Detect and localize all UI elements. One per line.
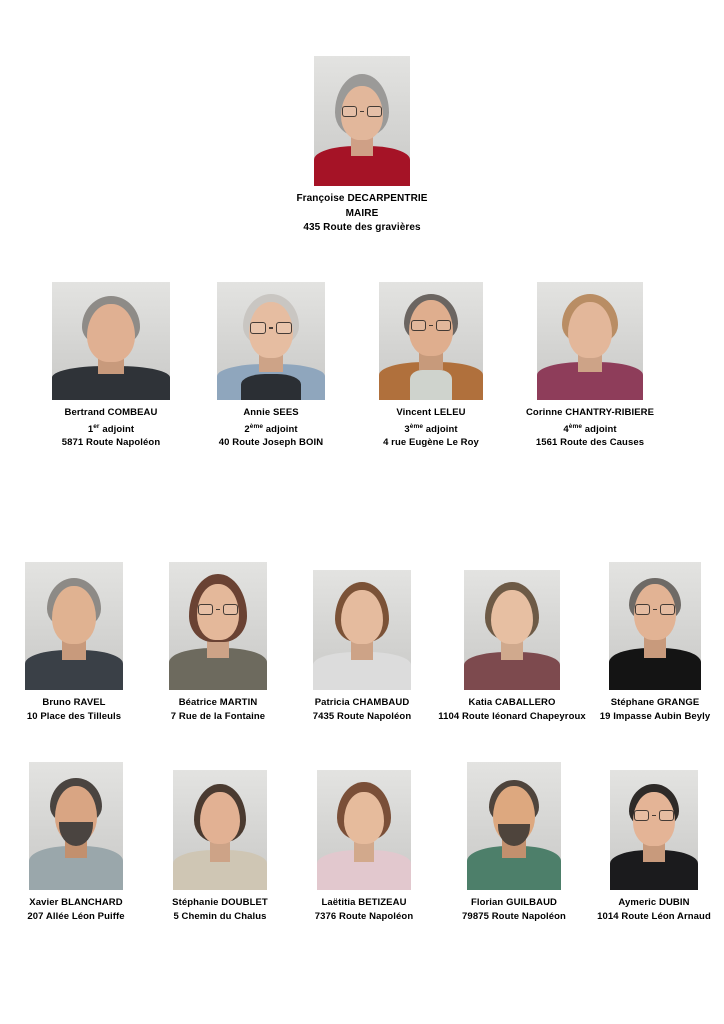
person-card-conseiller-5 bbox=[585, 562, 724, 723]
person-role: 3ème adjoint bbox=[404, 422, 458, 435]
person-photo bbox=[25, 562, 123, 690]
person-name: Annie SEES bbox=[243, 407, 299, 418]
person-name: Laëtitia BETIZEAU bbox=[321, 897, 407, 908]
person-caption bbox=[424, 696, 600, 723]
person-role: 2ème adjoint bbox=[244, 422, 298, 435]
person-photo bbox=[52, 282, 170, 400]
person-caption bbox=[138, 696, 298, 723]
person-photo bbox=[537, 282, 643, 400]
person-address: 7 Rue de la Fontaine bbox=[170, 710, 266, 722]
face-shape bbox=[341, 590, 383, 644]
glasses-icon bbox=[635, 604, 675, 615]
person-name: Aymeric DUBIN bbox=[618, 897, 690, 908]
person-caption bbox=[0, 896, 156, 923]
person-role: 1er adjoint bbox=[87, 422, 135, 435]
person-card-conseiller-1 bbox=[0, 562, 154, 723]
person-caption bbox=[282, 696, 442, 723]
person-caption bbox=[140, 896, 300, 923]
glasses-icon bbox=[634, 810, 674, 821]
person-name: Florian GUILBAUD bbox=[470, 897, 558, 908]
glasses-icon bbox=[250, 322, 292, 334]
glasses-icon bbox=[198, 604, 238, 615]
face-shape bbox=[491, 590, 533, 644]
face-shape bbox=[568, 302, 612, 358]
person-address: 7376 Route Napoléon bbox=[314, 910, 414, 922]
shirt-shape bbox=[410, 370, 452, 400]
face-shape bbox=[52, 586, 96, 644]
neck-shape bbox=[354, 842, 374, 862]
person-caption bbox=[490, 406, 690, 450]
person-role: 4ème adjoint bbox=[563, 422, 617, 435]
person-card-conseiller-7 bbox=[140, 770, 300, 923]
person-caption bbox=[584, 896, 724, 923]
person-address: 19 Impasse Aubin Beyly bbox=[599, 710, 711, 722]
person-photo bbox=[379, 282, 483, 400]
neck-shape bbox=[210, 842, 230, 862]
person-photo bbox=[173, 770, 267, 890]
face-shape bbox=[344, 792, 384, 844]
person-card-conseiller-6 bbox=[0, 762, 156, 923]
glasses-icon bbox=[342, 106, 382, 117]
person-name: Bruno RAVEL bbox=[42, 697, 106, 708]
person-photo bbox=[169, 562, 267, 690]
face-shape bbox=[87, 304, 135, 362]
person-name: Xavier BLANCHARD bbox=[29, 897, 123, 908]
scarf-shape bbox=[241, 374, 301, 400]
person-name: Béatrice MARTIN bbox=[178, 697, 258, 708]
person-name: Stéphane GRANGE bbox=[610, 697, 700, 708]
person-address: 4 rue Eugène Le Roy bbox=[383, 437, 479, 449]
person-address: 5871 Route Napoléon bbox=[61, 437, 161, 449]
person-address: 10 Place des Tilleuls bbox=[26, 710, 122, 722]
person-photo bbox=[317, 770, 411, 890]
person-caption bbox=[284, 896, 444, 923]
person-name: Bertrand COMBEAU bbox=[64, 407, 158, 418]
person-address: 79875 Route Napoléon bbox=[462, 910, 566, 922]
person-card-conseiller-9 bbox=[426, 762, 602, 923]
person-address: 40 Route Joseph BOIN bbox=[218, 437, 324, 449]
person-photo bbox=[610, 770, 698, 890]
person-caption bbox=[0, 696, 154, 723]
person-caption bbox=[252, 192, 472, 236]
person-caption bbox=[426, 896, 602, 923]
person-photo bbox=[29, 762, 123, 890]
person-address: 1561 Route des Causes bbox=[535, 437, 645, 449]
person-name: Françoise DECARPENTRIE bbox=[296, 193, 428, 204]
person-photo bbox=[609, 562, 701, 690]
person-address: 5 Chemin du Chalus bbox=[173, 910, 267, 922]
person-address: 435 Route des gravières bbox=[303, 222, 421, 233]
person-address: 7435 Route Napoléon bbox=[312, 710, 412, 722]
person-role: MAIRE bbox=[345, 207, 379, 219]
face-shape bbox=[200, 792, 240, 844]
person-name: Stéphanie DOUBLET bbox=[172, 897, 268, 908]
person-card-conseiller-3 bbox=[282, 570, 442, 723]
person-photo bbox=[217, 282, 325, 400]
person-photo bbox=[464, 570, 560, 690]
person-card-conseiller-4 bbox=[424, 570, 600, 723]
person-card-mayor bbox=[252, 56, 472, 236]
person-address: 1014 Route Léon Arnaud bbox=[597, 910, 711, 922]
person-caption bbox=[585, 696, 724, 723]
person-card-conseiller-8 bbox=[284, 770, 444, 923]
person-card-conseiller-2 bbox=[138, 562, 298, 723]
person-card-adjoint-4 bbox=[490, 282, 690, 450]
person-photo bbox=[467, 762, 561, 890]
glasses-icon bbox=[411, 320, 451, 331]
person-name: Katia CABALLERO bbox=[468, 697, 556, 708]
person-card-conseiller-10 bbox=[584, 770, 724, 923]
person-address: 1104 Route léonard Chapeyroux bbox=[438, 710, 586, 722]
person-name: Patricia CHAMBAUD bbox=[314, 697, 410, 708]
person-photo bbox=[313, 570, 411, 690]
person-photo bbox=[314, 56, 410, 186]
person-address: 207 Allée Léon Puiffe bbox=[27, 910, 125, 922]
person-name: Vincent LELEU bbox=[396, 407, 466, 418]
person-name: Corinne CHANTRY-RIBIERE bbox=[525, 407, 655, 418]
